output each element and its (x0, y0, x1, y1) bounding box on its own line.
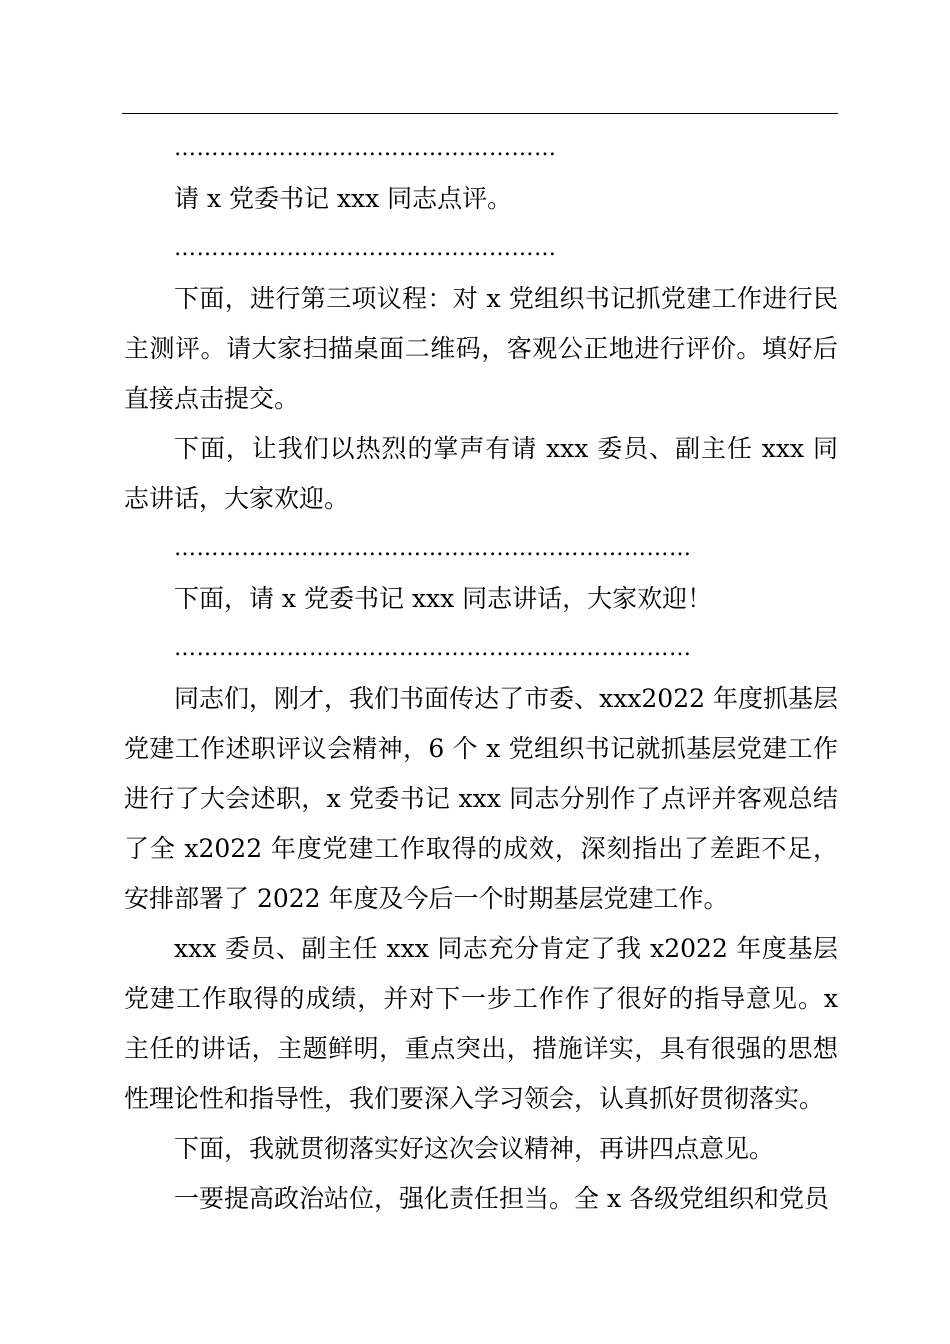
ellipsis-separator: …………………………………………………………… (174, 636, 692, 661)
paragraph: 下面，进行第三项议程：对 x 党组织书记抓党建工作进行民主测评。请大家扫描桌面二维码，客观公正地进行评价。填好后直接点击提交。 (124, 284, 838, 413)
paragraph: 请 x 党委书记 xxx 同志点评。 (174, 184, 513, 213)
paragraph: 一要提高政治站位，强化责任担当。全 x 各级党组织和党员 (174, 1184, 829, 1213)
ellipsis-separator: …………………………………………………………… (174, 536, 692, 561)
ellipsis-separator: …………………………………………… (174, 236, 557, 261)
paragraph: 下面，让我们以热烈的掌声有请 xxx 委员、副主任 xxx 同志讲话，大家欢迎。 (124, 434, 838, 513)
header-rule (122, 113, 838, 114)
ellipsis-separator: …………………………………………… (174, 136, 557, 161)
paragraph: 下面，请 x 党委书记 xxx 同志讲话，大家欢迎！ (174, 584, 713, 613)
paragraph: xxx 委员、副主任 xxx 同志充分肯定了我 x2022 年度基层党建工作取得的成绩，并对下一步工作作了很好的指导意见。x 主任的讲话，主题鲜明，重点突出，措施详实，具有很强的思想性理论性和指导性，我们要深入学习领会，认真抓好贯彻落实。 (124, 934, 838, 1113)
document-body (124, 124, 838, 1224)
paragraph: 下面，我就贯彻落实好这次会议精神，再讲四点意见。 (174, 1134, 775, 1163)
paragraph: 同志们，刚才，我们书面传达了市委、xxx2022 年度抓基层党建工作述职评议会精神，6 个 x 党组织书记就抓基层党建工作进行了大会述职，x 党委书记 xxx 同志分别作了点评并客观总结了全 x2022 年度党建工作取得的成效，深刻指出了差距不足，安排部署了 2022 年度及今后一个时期基层党建工作。 (124, 684, 838, 913)
